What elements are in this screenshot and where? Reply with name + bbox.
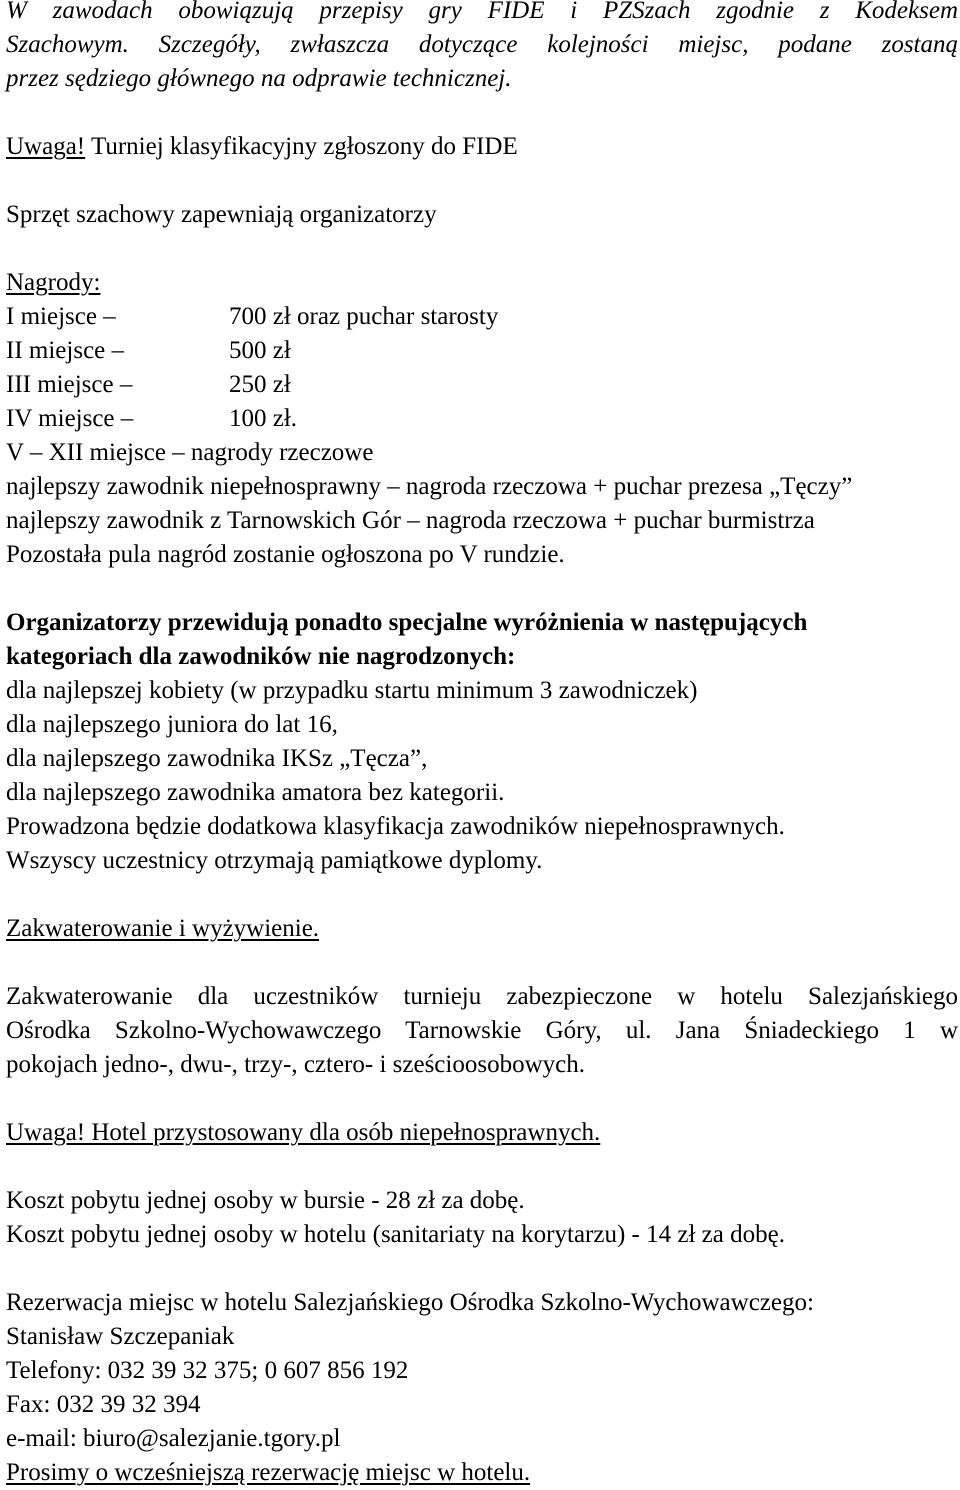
prize-place: IV miejsce – [6, 405, 134, 432]
prize-v-xii: V – XII miejsce – nagrody rzeczowe [6, 439, 374, 466]
prize-row [6, 334, 958, 368]
accommodation-line-3: pokojach jedno-, dwu-, trzy-, cztero- i sześcioosobowych. [6, 1051, 585, 1078]
prizes-heading: Nagrody: [6, 269, 101, 296]
reservation-request: Prosimy o wcześniejszą rezerwację miejsc w hotelu. [6, 1459, 531, 1486]
hotel-accessibility-notice: Uwaga! Hotel przystosowany dla osób niepełnosprawnych. [6, 1119, 601, 1146]
equipment-note: Sprzęt szachowy zapewniają organizatorzy [6, 201, 437, 228]
prize-value: 500 zł [229, 337, 291, 364]
contact-name: Stanisław Szczepaniak [6, 1323, 235, 1350]
prize-row [6, 402, 958, 436]
fide-notice-uwaga: Uwaga! [6, 133, 86, 160]
cost-hotel: Koszt pobytu jednej osoby w hotelu (sanitariaty na korytarzu) - 14 zł za dobę. [6, 1221, 785, 1248]
prize-value: 100 zł. [229, 405, 298, 432]
accommodation-line-1: Zakwaterowanie dla uczestników turnieju zabezpieczone w hotelu Salezjańskiego [6, 983, 958, 1010]
prize-row [6, 300, 958, 334]
prize-place: III miejsce – [6, 371, 133, 398]
accommodation-line-2: Ośrodka Szkolno-Wychowawczego Tarnowskie Góry, ul. Jana Śniadeckiego 1 w [6, 1017, 958, 1044]
contact-phones: Telefony: 032 39 32 375; 0 607 856 192 [6, 1357, 409, 1384]
special-award-item: dla najlepszego zawodnika amatora bez kategorii. [6, 779, 505, 806]
accommodation-heading: Zakwaterowanie i wyżywienie. [6, 915, 320, 942]
prize-pool-note: Pozostała pula nagród zostanie ogłoszona po V rundzie. [6, 541, 565, 568]
fide-notice [6, 130, 958, 164]
cost-bursa: Koszt pobytu jednej osoby w bursie - 28 zł za dobę. [6, 1187, 525, 1214]
prize-place: II miejsce – [6, 337, 125, 364]
contact-fax: Fax: 032 39 32 394 [6, 1391, 201, 1418]
prize-disabled-player: najlepszy zawodnik niepełnosprawny – nagroda rzeczowa + puchar prezesa „Tęczy” [6, 473, 853, 500]
special-awards-heading-1: Organizatorzy przewidują ponadto specjalne wyróżnienia w następujących [6, 609, 808, 636]
rules-line-2: Szachowym. Szczegóły, zwłaszcza dotyczące kolejności miejsc, podane zostaną [6, 31, 958, 58]
fide-notice-text: Turniej klasyfikacyjny zgłoszony do FIDE [85, 133, 518, 160]
rules-line-1: W zawodach obowiązują przepisy gry FIDE i PZSzach zgodnie z Kodeksem [6, 0, 958, 24]
special-award-item: Wszyscy uczestnicy otrzymają pamiątkowe dyplomy. [6, 847, 543, 874]
rules-line-3: przez sędziego głównego na odprawie technicznej. [6, 65, 512, 92]
special-award-item: dla najlepszego juniora do lat 16, [6, 711, 338, 738]
prize-value: 250 zł [229, 371, 291, 398]
prize-value: 700 zł oraz puchar starosty [229, 303, 499, 330]
document-page [6, 0, 958, 1490]
reservation-info: Rezerwacja miejsc w hotelu Salezjańskiego Ośrodka Szkolno-Wychowawczego: [6, 1289, 814, 1316]
special-awards-heading-2: kategoriach dla zawodników nie nagrodzonych: [6, 643, 516, 670]
special-award-item: Prowadzona będzie dodatkowa klasyfikacja zawodników niepełnosprawnych. [6, 813, 785, 840]
prize-tarnowskie-player: najlepszy zawodnik z Tarnowskich Gór – nagroda rzeczowa + puchar burmistrza [6, 507, 815, 534]
special-award-item: dla najlepszej kobiety (w przypadku startu minimum 3 zawodniczek) [6, 677, 698, 704]
special-award-item: dla najlepszego zawodnika IKSz „Tęcza”, [6, 745, 428, 772]
prize-place: I miejsce – [6, 303, 116, 330]
prize-row [6, 368, 958, 402]
contact-email: e-mail: biuro@salezjanie.tgory.pl [6, 1425, 341, 1452]
